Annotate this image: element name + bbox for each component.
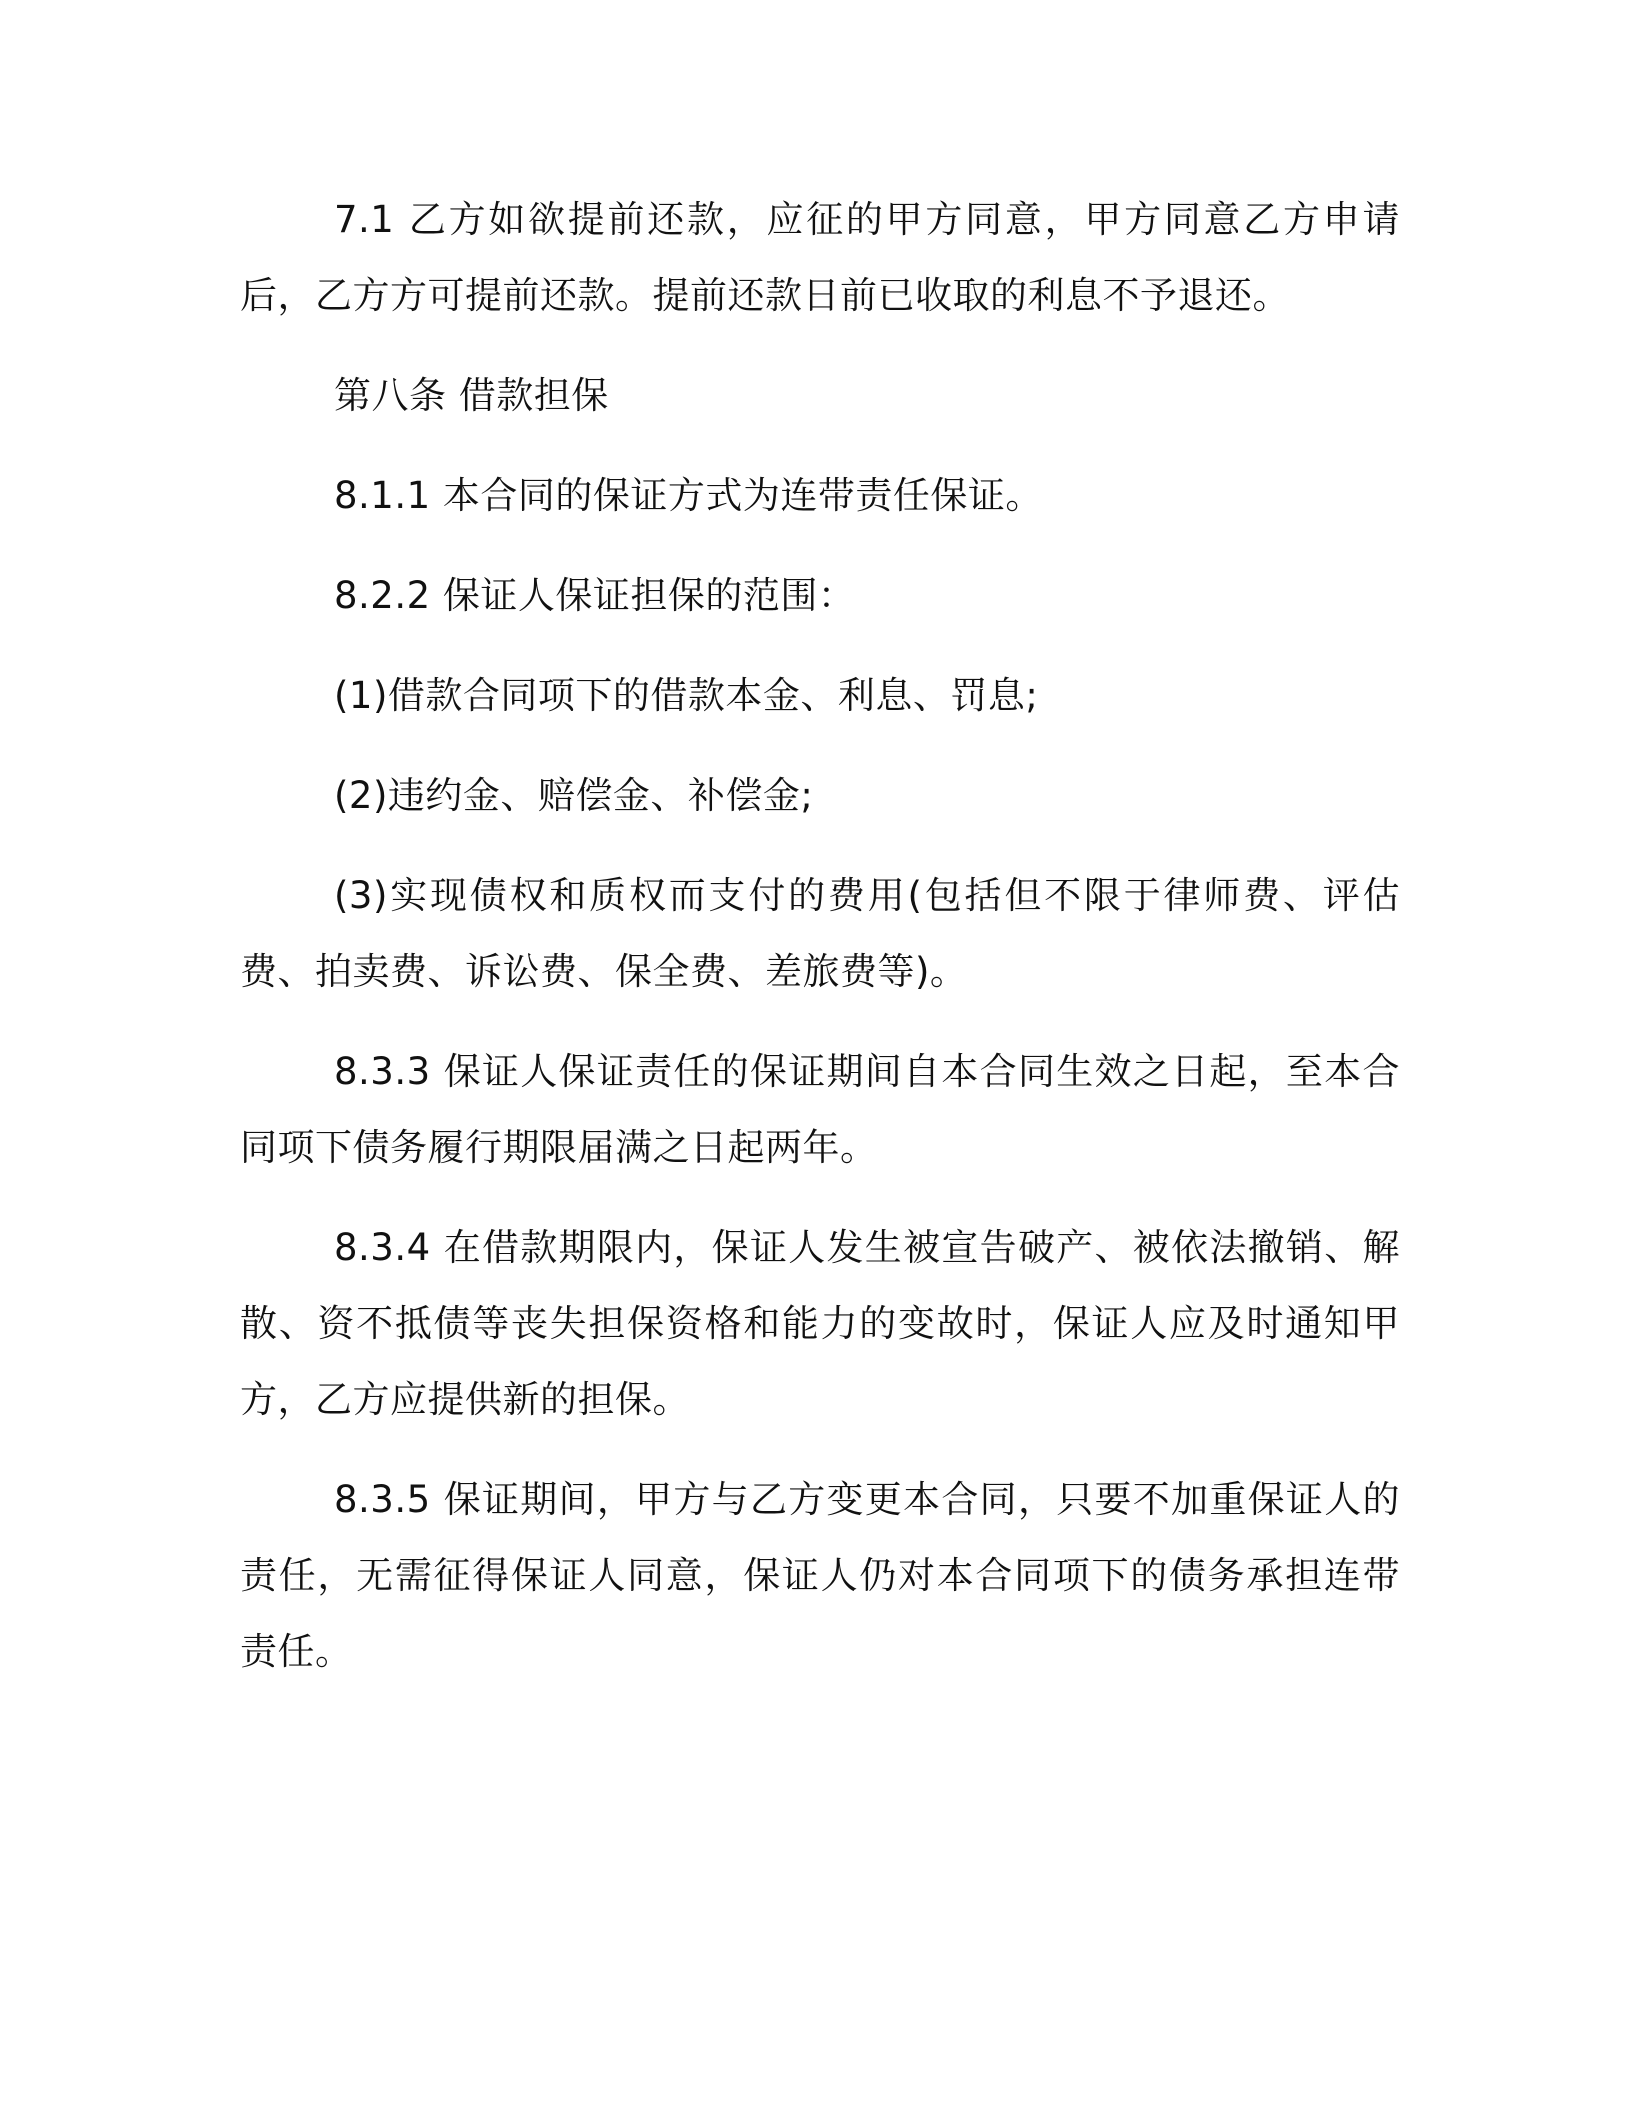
scope-item-2: (2)违约金、赔偿金、补偿金; — [334, 774, 814, 817]
scope-item-3: (3)实现债权和质权而支付的费用(包括但不限于律师费、评估费、拍卖费、诉讼费、保全费、差旅费等)。 — [240, 874, 1400, 993]
clause-7-1: 7.1 乙方如欲提前还款，应征的甲方同意，甲方同意乙方申请后，乙方方可提前还款。提前还款日前已收取的利息不予退还。 — [240, 198, 1400, 317]
clause-8-3-4: 8.3.4 在借款期限内，保证人发生被宣告破产、被依法撤销、解散、资不抵债等丧失担保资格和能力的变故时，保证人应及时通知甲方，乙方应提供新的担保。 — [240, 1226, 1400, 1421]
document-body — [240, 182, 1400, 1714]
clause-8-2-2: 8.2.2 保证人保证担保的范围： — [334, 574, 856, 617]
scope-item-1: (1)借款合同项下的借款本金、利息、罚息; — [334, 674, 1039, 717]
clause-8-3-3: 8.3.3 保证人保证责任的保证期间自本合同生效之日起，至本合同项下债务履行期限届满之日起两年。 — [240, 1050, 1400, 1169]
clause-8-3-5: 8.3.5 保证期间，甲方与乙方变更本合同，只要不加重保证人的责任，无需征得保证人同意，保证人仍对本合同项下的债务承担连带责任。 — [240, 1478, 1400, 1673]
article-8-heading: 第八条 借款担保 — [334, 374, 609, 417]
clause-8-1-1: 8.1.1 本合同的保证方式为连带责任保证。 — [334, 474, 1043, 517]
